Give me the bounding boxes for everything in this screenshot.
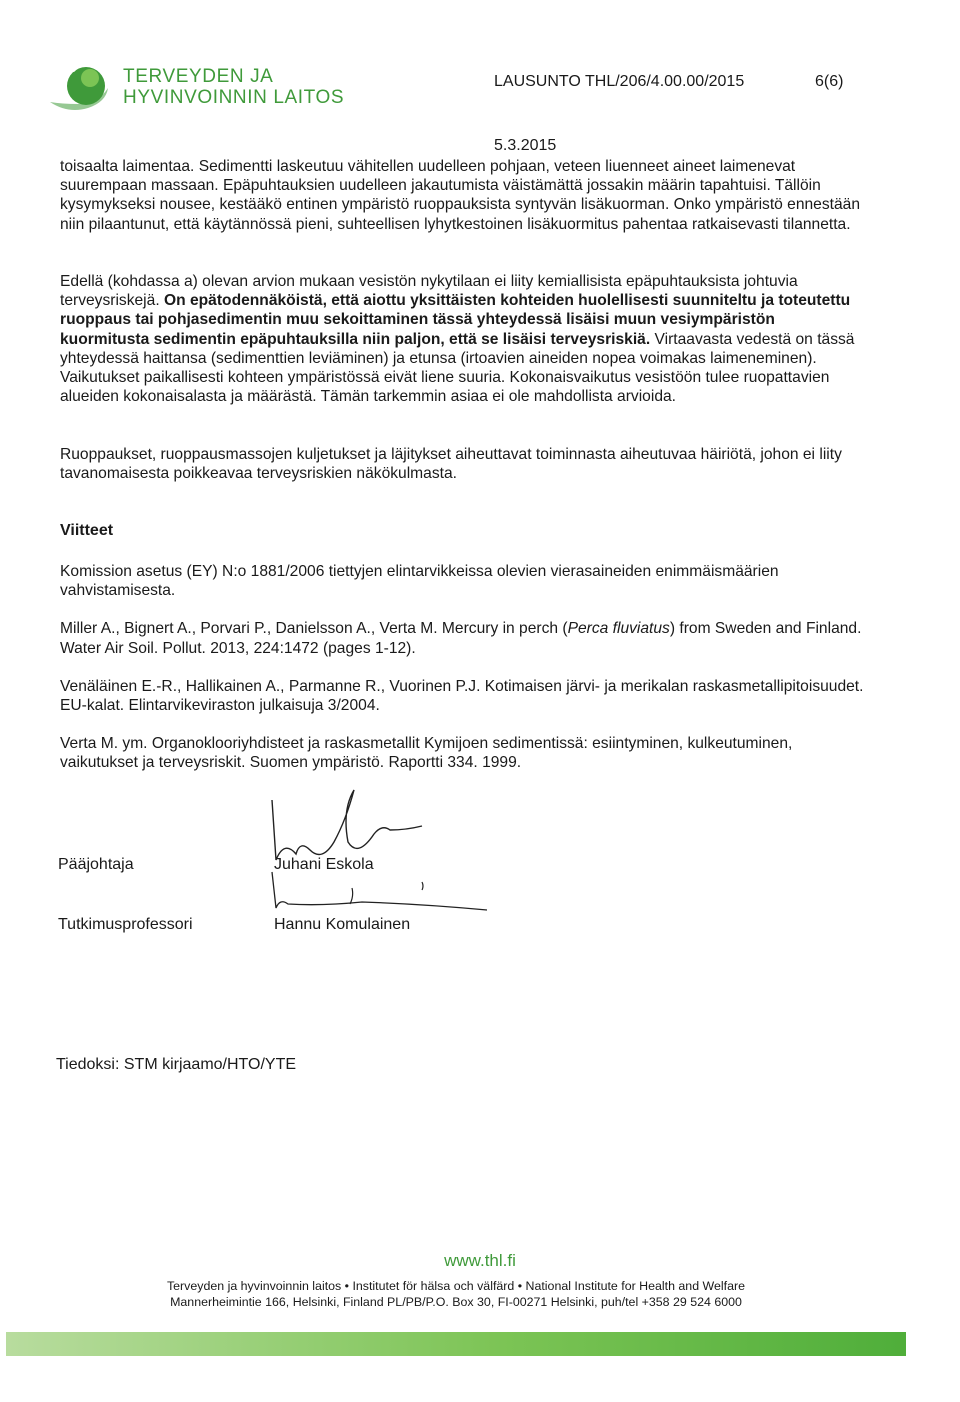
references-list	[60, 562, 870, 792]
reference-2-post: ) from Sweden and Finland. Water Air Soil. Pollut. 2013, 224:1472 (pages 1-12).	[60, 620, 862, 657]
document-reference: LAUSUNTO THL/206/4.00.00/2015	[494, 73, 745, 90]
signature-icon	[262, 780, 502, 930]
thl-logo-icon	[48, 58, 114, 114]
signer-1-role: Pääjohtaja	[58, 856, 134, 873]
paragraph-1	[60, 157, 860, 234]
reference-2-italic: Perca fluviatus	[567, 620, 670, 638]
organization-name	[123, 66, 344, 108]
paragraph-2	[60, 272, 860, 406]
reference-2	[60, 619, 870, 657]
footer-line-1: Terveyden ja hyvinvoinnin laitos • Institutet för hälsa och välfärd • National Institute for Health and Welfare	[166, 1279, 746, 1293]
distribution-note: Tiedoksi: STM kirjaamo/HTO/YTE	[56, 1056, 297, 1073]
org-name-line2: HYVINVOINNIN LAITOS	[123, 87, 345, 108]
paragraph-2-start: Edellä (kohdassa a) olevan arvion mukaan vesistön nykytilaan ei liity kemiallisista epäpuhtauksista johtuvia terveysriskejä.	[60, 273, 798, 310]
paragraph-1-text: toisaalta laimentaa. Sedimentti laskeutuu vähitellen uudelleen pohjaan, veteen liuenneet aineet laimenevat suurempaan massaan. Epäpuhtauksien uudelleen jakautumista väistämättä jossakin määrin tapahtuisi. Tällöin kysymykseksi nousee, kestääkö entinen ympäristö ruoppauksista syntyvän lisäkuorman. Onko ympäristö ennestään niin pilaantunut, että käytännössä pieni, suhteellisen lyhytkestoinen lisäkuormitus pahentaa ratkaisevasti tilannetta.	[60, 158, 861, 233]
paragraph-2-bold: On epätodennäköistä, että aiottu yksittäisten kohteiden huolellisesti suunniteltu ja toteutettu ruoppaus tai pohjasedimentin muu sekoittaminen tässä yhteydessä lisäisi muun vesiympäristön kuormitusta sedimentin epäpuhtauksilla niin paljon, että se lisäisi terveysriskiä.	[60, 292, 851, 348]
signer-2-role: Tutkimusprofessori	[58, 916, 193, 933]
signer-1-name: Juhani Eskola	[274, 856, 374, 873]
footer-line-2: Mannerheimintie 166, Helsinki, Finland PL/PB/P.O. Box 30, FI-00271 Helsinki, puh/tel +358 29 524 6000	[170, 1295, 742, 1309]
reference-1: Komission asetus (EY) N:o 1881/2006 tiettyjen elintarvikkeissa olevien vierasaineiden enimmäismäärien vahvistamisesta.	[60, 563, 779, 600]
reference-3: Venäläinen E.-R., Hallikainen A., Parmanne R., Vuorinen P.J. Kotimaisen järvi- ja merikalan raskasmetallipitoisuudet. EU-kalat. Elintarvikeviraston julkaisuja 3/2004.	[60, 677, 864, 715]
paragraph-2-end: Virtaavasta vedestä on tässä yhteydessä haittansa (sedimenttien leviäminen) ja etunsa (irtoavien aineiden nopea voimakas laimeneminen). Vaikutukset paikallisesti kohteen ympäristössä eivät liene suuria. Kokonaisvaikutus vesistöön tulee ruopattavien alueiden kokonaisalasta ja määrästä. Tämän tarkemmin asiaa ei ole mahdollista arvioida.	[60, 330, 855, 406]
page-number: 6(6)	[815, 73, 844, 90]
signer-2-name: Hannu Komulainen	[274, 916, 411, 933]
references-heading: Viitteet	[60, 522, 114, 539]
paragraph-3	[60, 445, 860, 483]
document-date: 5.3.2015	[494, 137, 557, 154]
website-link[interactable]: www.thl.fi	[444, 1251, 516, 1270]
reference-2-pre: Miller A., Bignert A., Porvari P., Danielsson A., Verta M. Mercury in perch (	[60, 620, 568, 638]
footer-green-bar	[6, 1332, 906, 1356]
reference-4: Verta M. ym. Organoklooriyhdisteet ja raskasmetallit Kymijoen sedimentissä: esiintyminen, kulkeutuminen, vaikutukset ja terveysriskit. Suomen ympäristö. Raportti 334. 1999.	[60, 735, 793, 772]
org-name-line1: TERVEYDEN JA	[123, 66, 274, 87]
paragraph-2-text	[60, 272, 860, 406]
paragraph-3-text: Ruoppaukset, ruoppausmassojen kuljetukset ja läjitykset aiheuttavat toiminnasta aiheutuvaa häiriötä, johon ei liity tavanomaisesta poikkeavaa terveysriskien näkökulmasta.	[60, 446, 842, 483]
